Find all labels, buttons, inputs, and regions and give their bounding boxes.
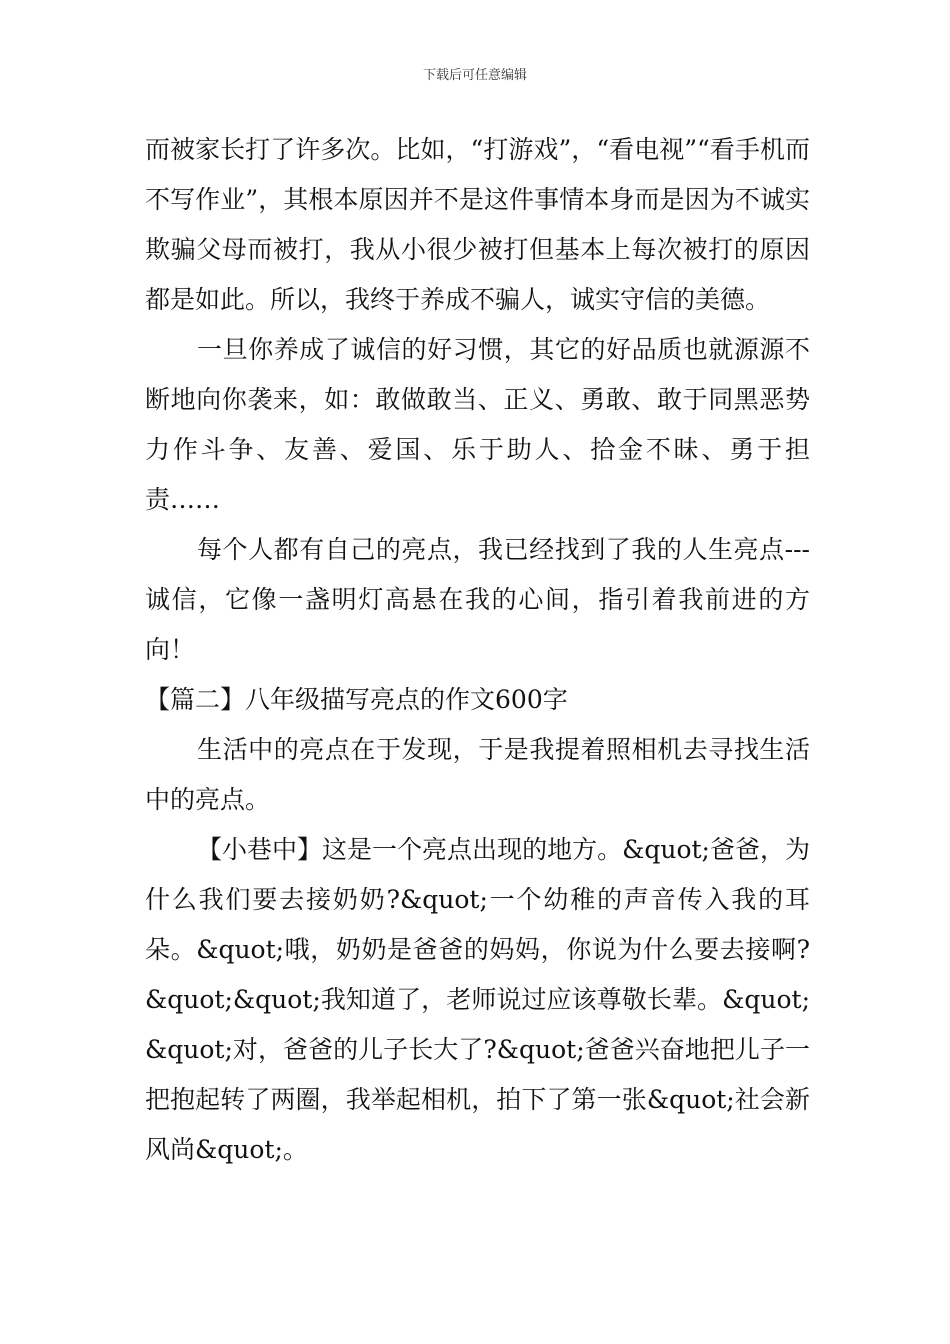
page-header: 下载后可任意编辑 — [422, 68, 527, 83]
paragraph-intro-camera: 生活中的亮点在于发现，于是我提着照相机去寻找生活中的亮点。 — [145, 735, 810, 814]
paragraph-life-highlight: 每个人都有自己的亮点，我已经找到了我的人生亮点---诚信，它像一盏明灯高悬在我的心间，指引着我前进的方向！ — [145, 535, 810, 664]
section-heading: 【篇二】八年级描写亮点的作文600字 — [145, 685, 568, 714]
paragraph-good-qualities: 一旦你养成了诚信的好习惯，其它的好品质也就源源不断地向你袭来，如：敢做敢当、正义、勇敢、敢于同黑恶势力作斗争、友善、爱国、乐于助人、拾金不昧、勇于担责…… — [145, 335, 810, 514]
paragraph-honesty-story: 而被家长打了许多次。比如，“打游戏”，“看电视”“看手机而不写作业”，其根本原因并不是这件事情本身而是因为不诚实欺骗父母而被打，我从小很少被打但基本上每次被打的原因都是如此。所以，我终于养成不骗人，诚实守信的美德。 — [145, 135, 810, 314]
document-body — [145, 125, 810, 1175]
paragraph-alley-scene: 【小巷中】这是一个亮点出现的地方。&quot;爸爸，为什么我们要去接奶奶?&quot;一个幼稚的声音传入我的耳朵。&quot;哦，奶奶是爸爸的妈妈，你说为什么要去接啊?&quot;&quot;我知道了，老师说过应该尊敬长辈。&quot;&quot;对，爸爸的儿子长大了?&quot;爸爸兴奋地把儿子一把抱起转了两圈，我举起相机，拍下了第一张&quot;社会新风尚&quot;。 — [145, 835, 810, 1164]
